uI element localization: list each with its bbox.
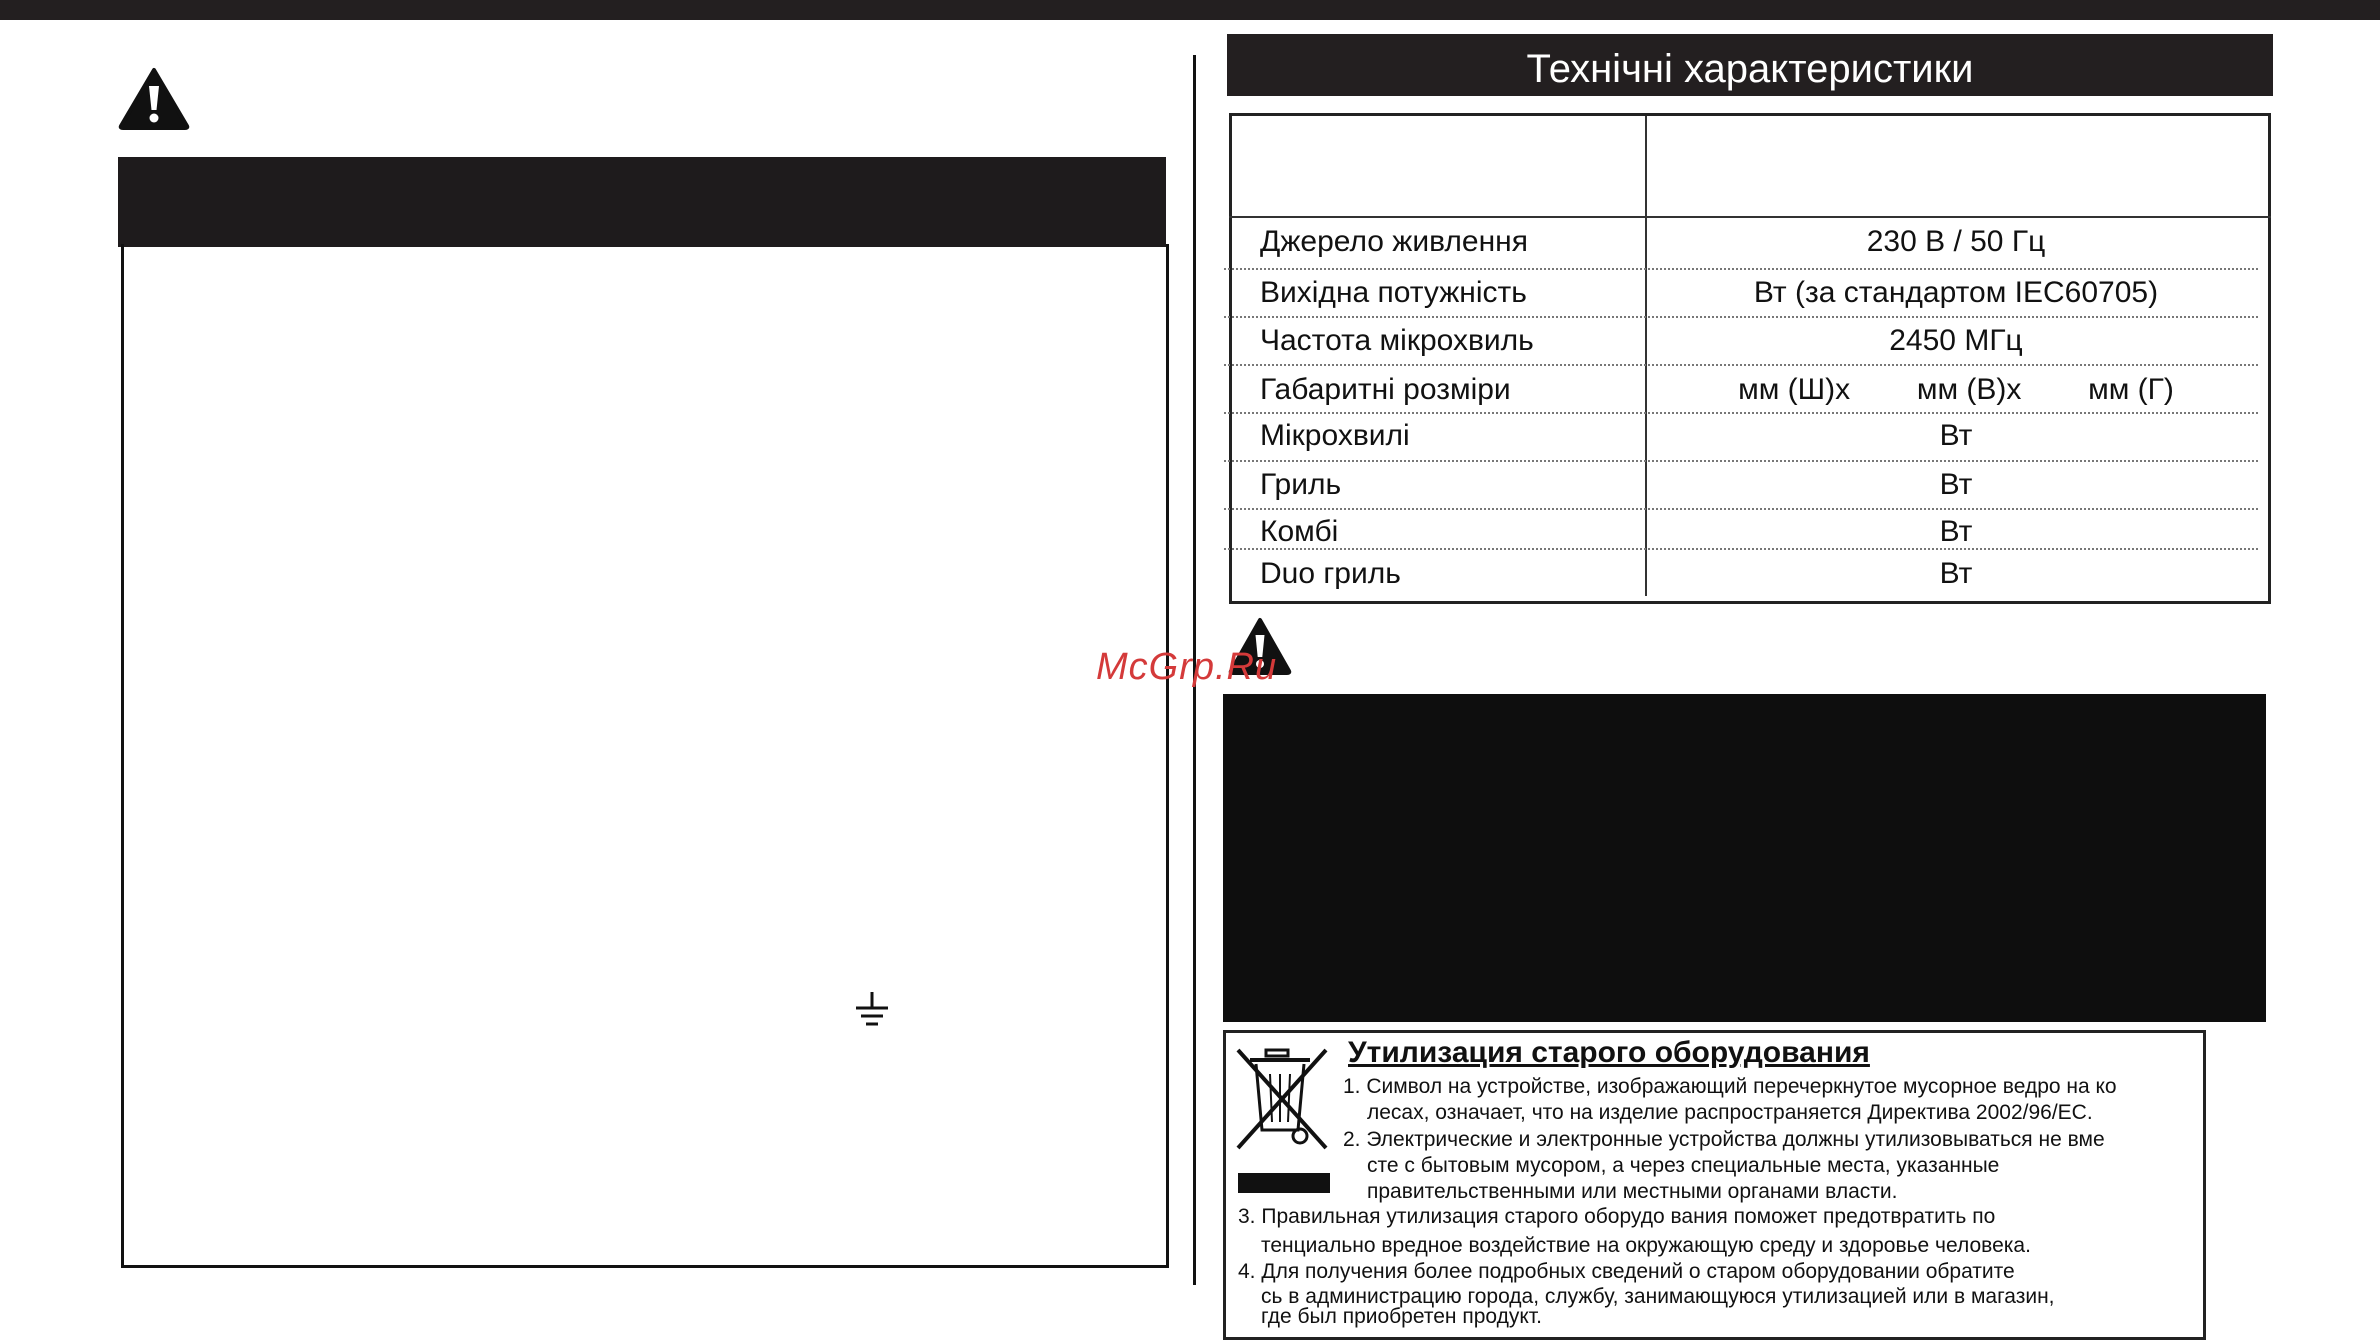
disposal-line: 2. Электрические и электронные устройства должны утилизовываться не вме	[1343, 1128, 2105, 1151]
left-content-box	[121, 244, 1169, 1268]
disposal-line: 3. Правильная утилизация старого оборудо вания поможет предотвратить по	[1238, 1205, 1996, 1228]
disposal-line: сте с бытовым мусором, а через специальные места, указанные	[1367, 1154, 2000, 1177]
warning-black-panel	[1223, 694, 2266, 1022]
disposal-line: лесах, означает, что на изделие распространяется Директива 2002/96/EC.	[1367, 1101, 2093, 1124]
spec-value: Вт	[1939, 419, 1973, 452]
spec-value: мм (Ш)х мм (В)х мм (Г)	[1738, 373, 2174, 406]
row-separator	[1224, 316, 2258, 318]
row-separator	[1224, 412, 2258, 414]
disposal-line: сь в администрацию города, службу, занимающуюся утилизацией или в магазин,	[1261, 1285, 2055, 1308]
spec-value: Вт (за стандартом IEC60705)	[1753, 276, 2159, 309]
spec-value: 230 В / 50 Гц	[1866, 225, 2046, 258]
warning-triangle-icon	[118, 66, 190, 130]
spec-label: Гриль	[1260, 468, 1342, 501]
spec-value: Вт	[1939, 468, 1973, 501]
spec-label: Габаритні розміри	[1260, 373, 1511, 406]
row-separator	[1224, 460, 2258, 462]
spec-label: Мікрохвилі	[1260, 419, 1410, 452]
disposal-title: Утилизация старого оборудования	[1348, 1036, 1870, 1069]
left-section-header-bar	[118, 157, 1166, 247]
specs-header-line	[1229, 216, 2271, 218]
spec-label: Комбі	[1260, 515, 1339, 548]
disposal-line: где был приобретен продукт.	[1261, 1305, 1542, 1328]
bin-underline-bar	[1238, 1173, 1330, 1193]
spec-value: 2450 МГц	[1889, 324, 2023, 357]
row-separator	[1224, 508, 2258, 510]
crossed-out-wheelie-bin-icon	[1232, 1042, 1334, 1154]
row-separator	[1224, 268, 2258, 270]
row-separator	[1224, 364, 2258, 366]
watermark-text: McGrp.Ru	[1096, 646, 1278, 688]
spec-value: Вт	[1939, 515, 1973, 548]
ground-symbol-icon	[852, 990, 892, 1030]
disposal-line: 4. Для получения более подробных сведений о старом оборудовании обратите	[1238, 1260, 2015, 1283]
disposal-line: 1. Символ на устройстве, изображающий перечеркнутое мусорное ведро на ко	[1343, 1075, 2117, 1098]
disposal-line: тенциально вредное воздействие на окружающую среду и здоровье человека.	[1261, 1234, 2031, 1257]
top-bar	[0, 0, 2380, 20]
spec-label: Джерело живлення	[1260, 225, 1528, 258]
disposal-line: правительственными или местными органами власти.	[1367, 1180, 1898, 1203]
specs-title: Технічні характеристики	[1227, 34, 2273, 96]
spec-label: Duo гриль	[1260, 557, 1401, 590]
spec-label: Вихідна потужність	[1260, 276, 1527, 309]
spec-label: Частота мікрохвиль	[1260, 324, 1534, 357]
spec-value: Вт	[1939, 557, 1973, 590]
